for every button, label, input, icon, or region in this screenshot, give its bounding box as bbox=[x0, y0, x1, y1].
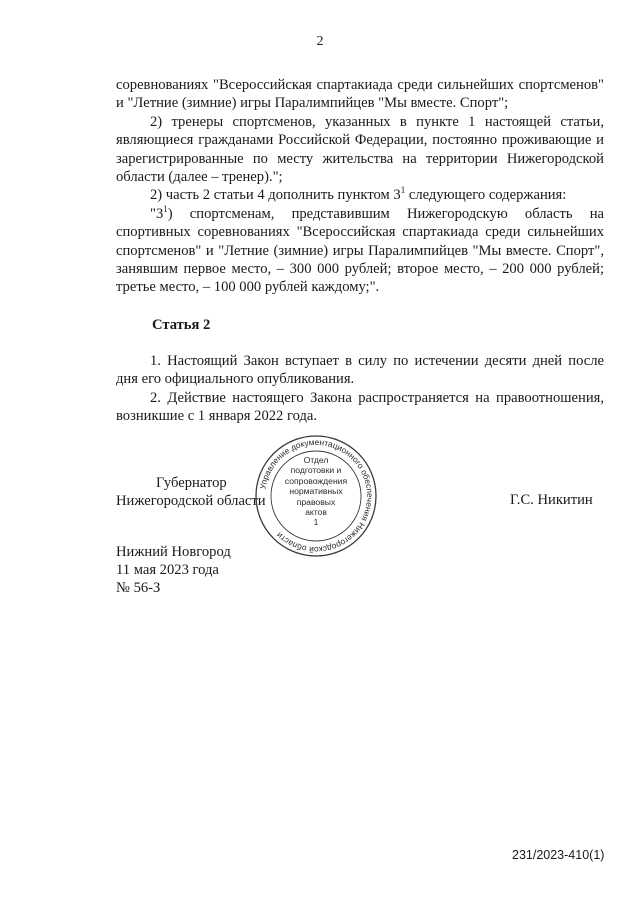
stamp-line: правовых bbox=[296, 496, 336, 507]
document-code: 231/2023-410(1) bbox=[512, 848, 605, 862]
place-city: Нижний Новгород bbox=[116, 544, 231, 560]
stamp-line: подготовки и bbox=[290, 465, 342, 476]
article-item-2: 2. Действие настоящего Закона распространяется на правоотношения, возникшие с 1 января 2022 года. bbox=[116, 389, 604, 425]
paragraph-continuation: соревнованиях "Всероссийская спартакиада среди сильнейших спортсменов" и "Летние (зимние) игры Паралимпийцев "Мы вместе. Спорт"; bbox=[116, 77, 604, 112]
stamp-line: сопровождения bbox=[284, 475, 348, 486]
stamp-line: 1 bbox=[313, 517, 319, 528]
stamp-line: актов bbox=[305, 507, 327, 518]
article-item-1: 1. Настоящий Закон вступает в силу по истечении десяти дней после дня его официального опубликования. bbox=[116, 353, 604, 388]
place-date: 11 мая 2023 года bbox=[116, 562, 219, 579]
signature-title-line1: Губернатор bbox=[156, 475, 227, 491]
amendment-text-b: следующего содержания: bbox=[408, 187, 567, 204]
stamp-line: нормативных bbox=[289, 486, 343, 497]
new-item-sup: 1 bbox=[163, 203, 168, 214]
paragraph-amendment bbox=[116, 186, 604, 204]
paragraph-new-item bbox=[116, 205, 604, 297]
amendment-text-a: 2) часть 2 статьи 4 дополнить пунктом 3 bbox=[150, 187, 401, 204]
main-text bbox=[116, 76, 604, 297]
signature-title-line2: Нижегородской области bbox=[116, 493, 266, 510]
new-item-start: "3 bbox=[150, 205, 164, 222]
amendment-sup: 1 bbox=[400, 185, 406, 196]
law-number: № 56-З bbox=[116, 580, 161, 597]
new-item-text: ) спортсменам, представившим Нижегородскую область на спортивных соревнованиях "Всероссийская спартакиада среди сильнейших спортсменов" и "Летние (зимние) игры Паралимпийцев "Мы вместе. Спорт", занявшим первое место, – 300 000 рублей; второе место, – 200 000 рублей; третье место, – 100 000 рублей каждому;". bbox=[116, 205, 604, 296]
article-heading: Статья 2 bbox=[152, 317, 211, 333]
article-body bbox=[116, 352, 604, 426]
place-date-block bbox=[116, 543, 231, 598]
stamp-inner-text bbox=[262, 455, 370, 528]
stamp-line: Отдел bbox=[303, 455, 329, 465]
signature-title bbox=[116, 474, 266, 511]
paragraph-coaches: 2) тренеры спортсменов, указанных в пункте 1 настоящей статьи, являющиеся гражданами Российской Федерации, постоянно проживающие и зарегистрированные по месту жительства на территории Нижегородской области (далее – тренер)."; bbox=[116, 113, 604, 186]
page-number: 2 bbox=[316, 34, 324, 49]
stamp-ring-text: Управление документационного обеспечения Нижегородской области bbox=[257, 436, 376, 556]
signature-name: Г.С. Никитин bbox=[510, 492, 593, 508]
